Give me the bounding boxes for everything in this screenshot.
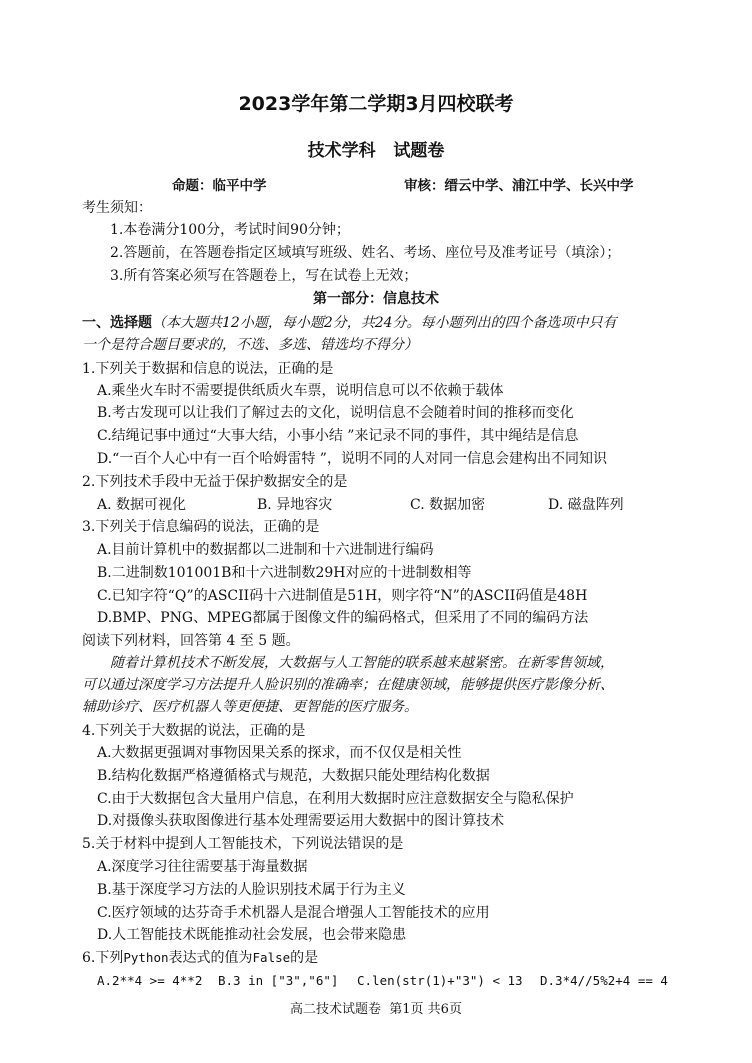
question-option: C.已知字符“Q”的ASCII码十六进制值是51H，则字符“N”的ASCII码值是48H xyxy=(97,588,588,604)
question-stem: 3.下列关于信息编码的说法，正确的是 xyxy=(82,519,320,535)
stem-code: Python xyxy=(123,950,169,965)
section-desc-cont: 一个是符合题目要求的，不选、多选、错选均不得分） xyxy=(82,337,418,353)
question-option: C.医疗领域的达芬奇手术机器人是混合增强人工智能技术的应用 xyxy=(97,905,490,921)
page-footer: 高二技术试题卷 第1页 共6页 xyxy=(290,1002,462,1017)
stem-text: 6.下列 xyxy=(82,950,124,966)
notice-item: 2.答题前，在答题卷指定区域填写班级、姓名、考场、座位号及准考证号（填涂）； xyxy=(110,245,621,261)
stem-text: 表达式的值为 xyxy=(168,950,253,966)
question-option: D.3*4//5%2+4 == 4 xyxy=(540,973,668,988)
author-line: 命题：临平中学 xyxy=(172,178,267,194)
question-stem: 2.下列技术手段中无益于保护数据安全的是 xyxy=(82,474,348,490)
question-option: B.二进制数101001B和十六进制数29H对应的十进制数相等 xyxy=(97,565,472,581)
question-option: A.目前计算机中的数据都以二进制和十六进制进行编码 xyxy=(97,542,434,558)
question-option: B. 异地容灾 xyxy=(257,497,333,513)
question-option: C. 数据加密 xyxy=(410,497,486,513)
notice-heading: 考生须知： xyxy=(82,200,152,216)
question-option: C.由于大数据包含大量用户信息，在利用大数据时应注意数据安全与隐私保护 xyxy=(97,791,574,807)
notice-item: 3.所有答案必须写在答题卷上，写在试卷上无效； xyxy=(110,268,418,284)
question-option: C.结绳记事中通过“大事大结，小事小结 ”来记录不同的事件，其中绳结是信息 xyxy=(97,428,579,444)
question-stem xyxy=(82,948,318,968)
stem-code: False xyxy=(252,950,291,965)
question-option: D.“一百个人心中有一百个哈姆雷特 ”，说明不同的人对同一信息会建构出不同知识 xyxy=(97,451,607,467)
notice-item: 1.本卷满分100分，考试时间90分钟； xyxy=(110,222,350,238)
part-title: 第一部分：信息技术 xyxy=(313,291,439,307)
question-option: A.大数据更强调对事物因果关系的探求，而不仅仅是相关性 xyxy=(97,745,462,761)
question-option: D.BMP、PNG、MPEG都属于图像文件的编码格式，但采用了不同的编码方法 xyxy=(97,610,589,626)
question-option: A.深度学习往往需要基于海量数据 xyxy=(97,859,308,875)
section-header xyxy=(82,313,617,333)
exam-subtitle: 技术学科 试题卷 xyxy=(307,141,445,161)
section-desc: （本大题共12小题，每小题2分，共24分。每小题列出的四个备选项中只有 xyxy=(152,315,617,331)
question-option: B.基于深度学习方法的人脸识别技术属于行为主义 xyxy=(97,882,406,898)
question-option: D. 磁盘阵列 xyxy=(548,497,624,513)
section-label: 一、选择题 xyxy=(82,315,152,331)
question-stem: 4.下列关于大数据的说法，正确的是 xyxy=(82,723,306,739)
question-option: B.考古发现可以让我们了解过去的文化，说明信息不会随着时间的推移而变化 xyxy=(97,405,574,421)
question-option: A.2**4 >= 4**2 xyxy=(97,973,203,988)
reading-paragraph: 随着计算机技术不断发展，大数据与人工智能的联系越来越紧密。在新零售领域， xyxy=(110,655,614,671)
question-stem: 5.关于材料中提到人工智能技术，下列说法错误的是 xyxy=(82,836,404,852)
reading-paragraph: 可以通过深度学习方法提升人脸识别的准确率；在健康领域，能够提供医疗影像分析、 xyxy=(82,677,614,693)
reviewer-line: 审核：缙云中学、浦江中学、长兴中学 xyxy=(404,178,634,194)
question-option: B.3 in ["3","6"] xyxy=(218,973,339,988)
question-option: C.len(str(1)+"3") < 13 xyxy=(357,973,523,988)
question-option: A.乘坐火车时不需要提供纸质火车票，说明信息可以不依赖于载体 xyxy=(97,383,504,399)
question-stem: 1.下列关于数据和信息的说法，正确的是 xyxy=(82,361,334,377)
question-option: D.人工智能技术既能推动社会发展，也会带来隐患 xyxy=(97,927,407,943)
question-option: A. 数据可视化 xyxy=(97,497,187,513)
reading-paragraph: 辅助诊疗、医疗机器人等更便捷、更智能的医疗服务。 xyxy=(82,699,418,715)
exam-title: 2023学年第二学期3月四校联考 xyxy=(238,93,514,115)
question-option: B.结构化数据严格遵循格式与规范，大数据只能处理结构化数据 xyxy=(97,768,490,784)
reading-intro: 阅读下列材料，回答第 4 至 5 题。 xyxy=(82,633,300,649)
stem-text: 的是 xyxy=(290,950,319,966)
question-option: D.对摄像头获取图像进行基本处理需要运用大数据中的图计算技术 xyxy=(97,813,505,829)
